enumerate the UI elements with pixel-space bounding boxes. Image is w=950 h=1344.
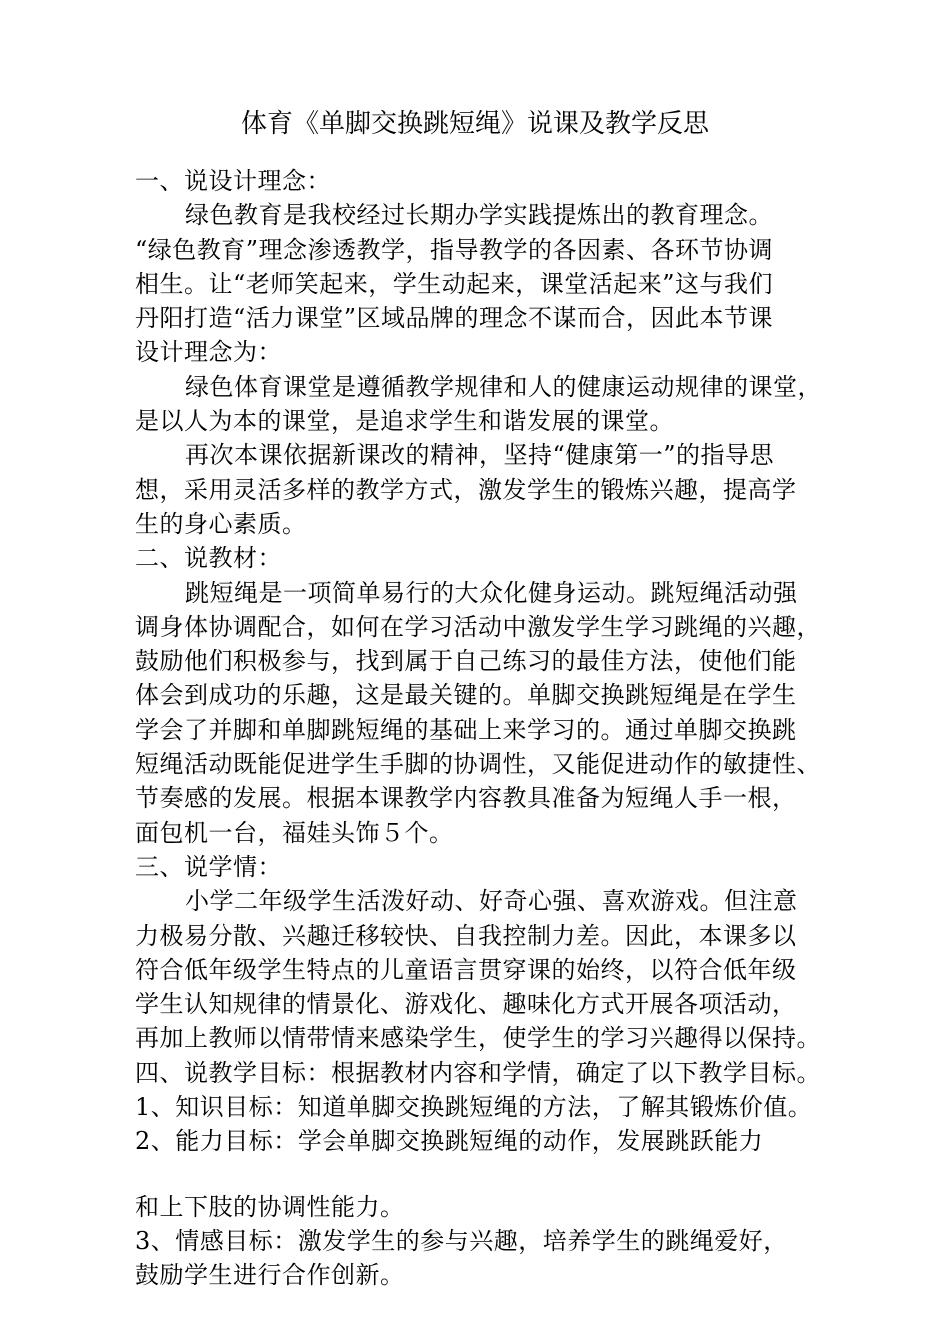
paragraph-line: 生的身心素质。 — [135, 509, 307, 538]
paragraph-line: 体会到成功的乐趣，这是最关键的。单脚交换跳短绳是在学生 — [135, 681, 797, 710]
paragraph-line: 和上下肢的协调性能力。 — [135, 1192, 405, 1221]
section-heading-teaching-material: 二、说教材： — [135, 544, 282, 573]
document-title: 体育《单脚交换跳短绳》说课及教学反思 — [240, 109, 709, 139]
paragraph-line: “绿色教育”理念渗透教学，指导教学的各因素、各环节协调 — [135, 235, 774, 264]
paragraph-line: 绿色体育课堂是遵循教学规律和人的健康运动规律的课堂， — [185, 372, 822, 401]
paragraph-line: 短绳活动既能促进学生手脚的协调性，又能促进动作的敏捷性、 — [135, 750, 821, 779]
spacer — [135, 1159, 935, 1190]
document-body — [135, 164, 935, 1293]
paragraph-line: 力极易分散、兴趣迁移较快、自我控制力差。因此，本课多以 — [135, 921, 797, 950]
paragraph-line: 小学二年级学生活泼好动、好奇心强、喜欢游戏。但注意 — [185, 887, 798, 916]
paragraph-line: 节奏感的发展。根据本课教学内容教具准备为短绳人手一根， — [135, 784, 797, 813]
paragraph-line: 是以人为本的课堂，是追求学生和谐发展的课堂。 — [135, 407, 674, 436]
paragraph-line: 鼓励他们积极参与，找到属于自己练习的最佳方法，使他们能 — [135, 647, 797, 676]
paragraph-line: 相生。让“老师笑起来，学生动起来，课堂活起来”这与我们 — [135, 269, 774, 298]
goal-item-knowledge: 1、知识目标：知道单脚交换跳短绳的方法，了解其锻炼价值。 — [135, 1093, 813, 1122]
goal-item-emotion: 3、情感目标：激发学生的参与兴趣，培养学生的跳绳爱好， — [135, 1226, 788, 1255]
paragraph-line: 设计理念为： — [135, 338, 282, 367]
paragraph-line: 丹阳打造“活力课堂”区域品牌的理念不谋而合，因此本节课 — [135, 304, 774, 333]
paragraph-line: 符合低年级学生特点的儿童语言贯穿课的始终，以符合低年级 — [135, 955, 797, 984]
section-heading-design-concept: 一、说设计理念： — [135, 167, 331, 195]
paragraph-line: 再次本课依据新课改的精神，坚持“健康第一”的指导思 — [185, 441, 775, 470]
paragraph-line: 鼓励学生进行合作创新。 — [135, 1261, 405, 1290]
paragraph-line: 想，采用灵活多样的教学方式，激发学生的锻炼兴趣，提高学 — [135, 475, 797, 504]
section-heading-student-situation: 三、说学情： — [135, 852, 282, 881]
paragraph-line: 绿色教育是我校经过长期办学实践提炼出的教育理念。 — [185, 201, 773, 230]
paragraph-line: 学会了并脚和单脚跳短绳的基础上来学习的。通过单脚交换跳 — [135, 715, 797, 744]
section-heading-teaching-goals: 四、说教学目标：根据教材内容和学情，确定了以下教学目标。 — [135, 1058, 821, 1087]
paragraph-line: 调身体协调配合，如何在学习活动中激发学生学习跳绳的兴趣， — [135, 612, 821, 641]
paragraph-line: 再加上教师以情带情来感染学生，使学生的学习兴趣得以保持。 — [135, 1024, 821, 1053]
paragraph-line: 面包机一台，福娃头饰５个。 — [135, 818, 454, 847]
paragraph-line: 学生认知规律的情景化、游戏化、趣味化方式开展各项活动， — [135, 990, 797, 1019]
paragraph-line: 跳短绳是一项简单易行的大众化健身运动。跳短绳活动强 — [185, 578, 798, 607]
goal-item-ability: 2、能力目标：学会单脚交换跳短绳的动作，发展跳跃能力 — [135, 1127, 764, 1156]
